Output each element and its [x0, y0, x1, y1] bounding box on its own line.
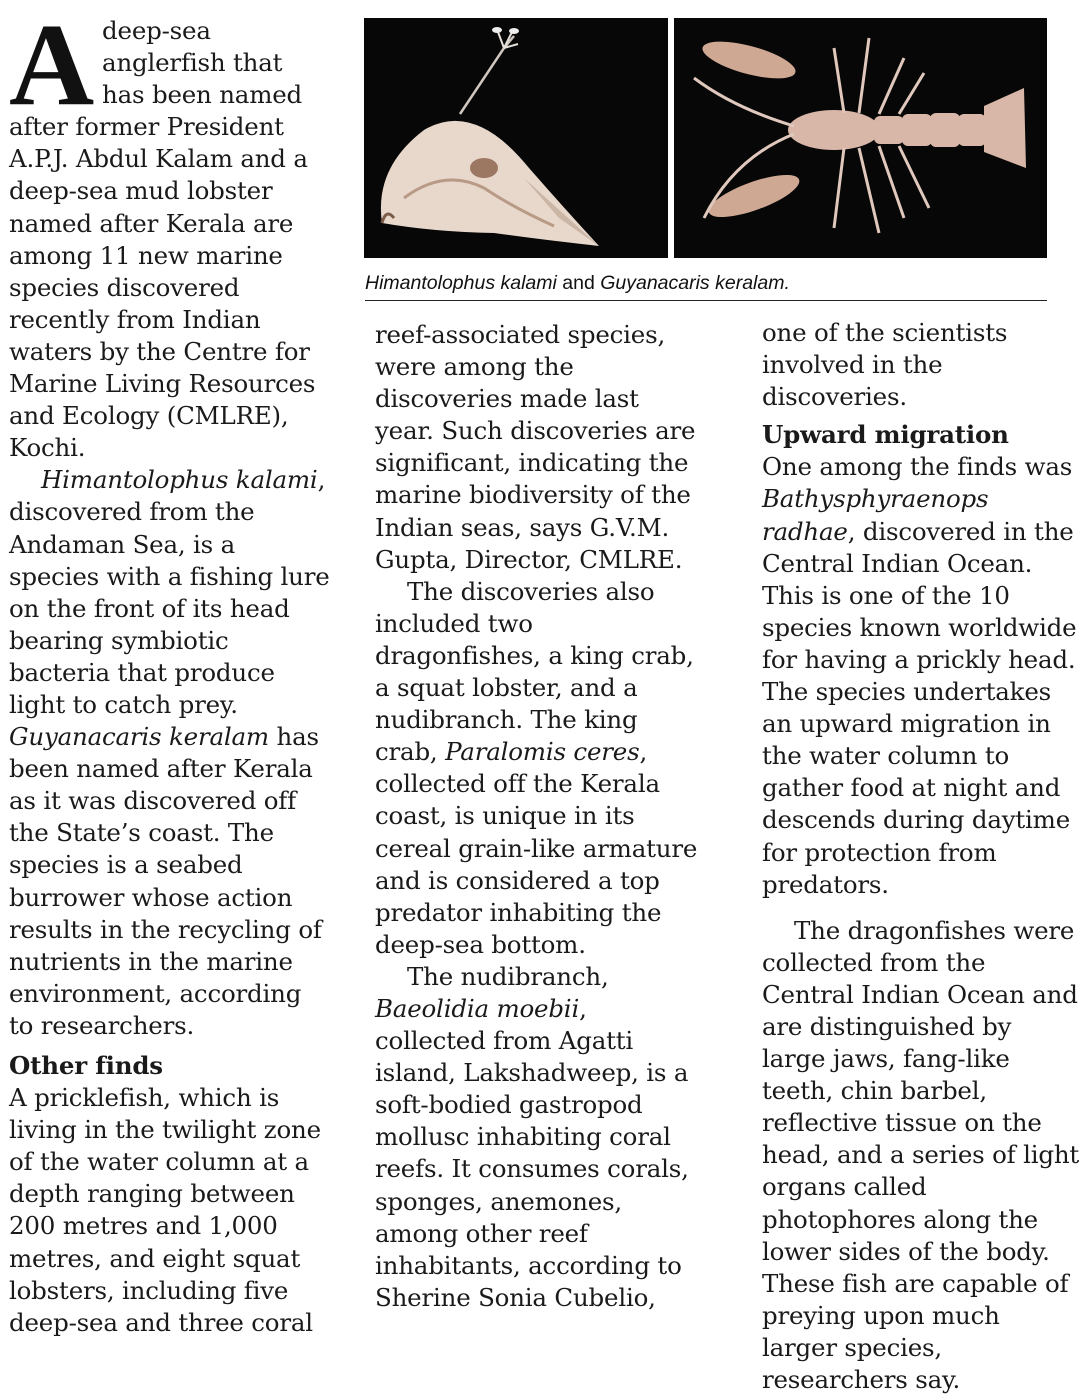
intro-text: deep-sea anglerfish that has been named after former President A.P.J. Abdul Kalam and a deep-sea mud lobster named after Kerala are among 11 new marine species discovered recently from Indian waters by the Centre for Marine Living Resources and Ecology (CMLRE), Kochi.: [9, 16, 316, 463]
column-2: [375, 319, 700, 1314]
column-3: [762, 317, 1080, 1396]
anglerfish-photo: [364, 18, 668, 258]
caption-species-b: Guyanacaris keralam.: [600, 272, 790, 294]
intro-paragraph: [9, 0, 331, 464]
paragraph-text: has been named after Kerala as it was discovered off the State’s coast. The species is a seabed burrower whose action results in the recycling of nutrients in the marine environment, according to researchers.: [9, 722, 322, 1040]
caption-species-a: Himantolophus kalami: [365, 272, 557, 294]
paragraph-text: , discovered in the Central Indian Ocean. This is one of the 10 species known worldwide for having a prickly head. The species undertakes an upward migration in the water column to gather food at night and descends during daytime for protection from predators.: [762, 516, 1077, 899]
subheading-upward-migration: Upward migration: [762, 420, 1009, 450]
paragraph-text: The discoveries also included two dragonfishes, a king crab, a squat lobster, and a nudibranch. The king crab,: [375, 576, 694, 767]
species-name: Himantolophus kalami: [41, 465, 318, 495]
species-name: Guyanacaris keralam: [9, 722, 269, 752]
paragraph-kalami: [9, 464, 331, 1042]
paragraph-text: The nudibranch,: [407, 961, 609, 991]
paragraph-text: , collected off the Kerala coast, is unique in its cereal grain-like armature and is considered a top predator inhabiting the deep-sea bottom.: [375, 737, 698, 959]
paragraph-continued: reef-associated species, were among the discoveries made last year. Such discoveries are significant, indicating the marine biodiversity of the Indian seas, says G.V.M. Gupta, Director, CMLRE.: [375, 320, 696, 574]
paragraph-continued: one of the scientists involved in the discoveries.: [762, 318, 1008, 412]
photo-caption: [365, 270, 1047, 301]
subheading-other-finds: Other finds: [9, 1051, 163, 1080]
caption-and: and: [556, 272, 601, 294]
drop-cap: A: [9, 0, 95, 130]
species-name: Paralomis ceres: [445, 737, 640, 767]
paragraph-dragonfishes: The dragonfishes were collected from the Central Indian Ocean and are distinguished by large jaws, fang-like teeth, chin barbel, reflective tissue on the head, and a series of light organs called photophores along the lower sides of the body. These fish are capable of preying upon much larger species, researchers say.: [762, 915, 1080, 1394]
species-name: Baeolidia moebii: [375, 993, 580, 1023]
photo-strip: [364, 18, 1047, 258]
mud-lobster-photo: [674, 18, 1047, 258]
species-name: Bathysphyraenops radhae: [762, 484, 989, 546]
column-1: [9, 0, 331, 1339]
paragraph-discoveries: [375, 576, 700, 961]
paragraph-text: , collected from Agatti island, Lakshadweep, is a soft-bodied gastropod mollusc inhabiting coral reefs. It consumes corals, sponges, anemones, among other reef inhabitants, according to Sherine Sonia Cubelio,: [375, 993, 689, 1312]
paragraph-text: , discovered from the Andaman Sea, is a species with a fishing lure on the front of its head bearing symbiotic bacteria that produce light to catch prey.: [9, 465, 330, 719]
paragraph-bathysphyraenops: [762, 451, 1080, 900]
paragraph-pricklefish: A pricklefish, which is living in the twilight zone of the water column at a depth ranging between 200 metres and 1,000 metres, and eight squat lobsters, including five deep-sea and three coral: [9, 1083, 321, 1337]
paragraph-text: One among the finds was: [762, 452, 1073, 482]
paragraph-nudibranch: [375, 961, 700, 1314]
